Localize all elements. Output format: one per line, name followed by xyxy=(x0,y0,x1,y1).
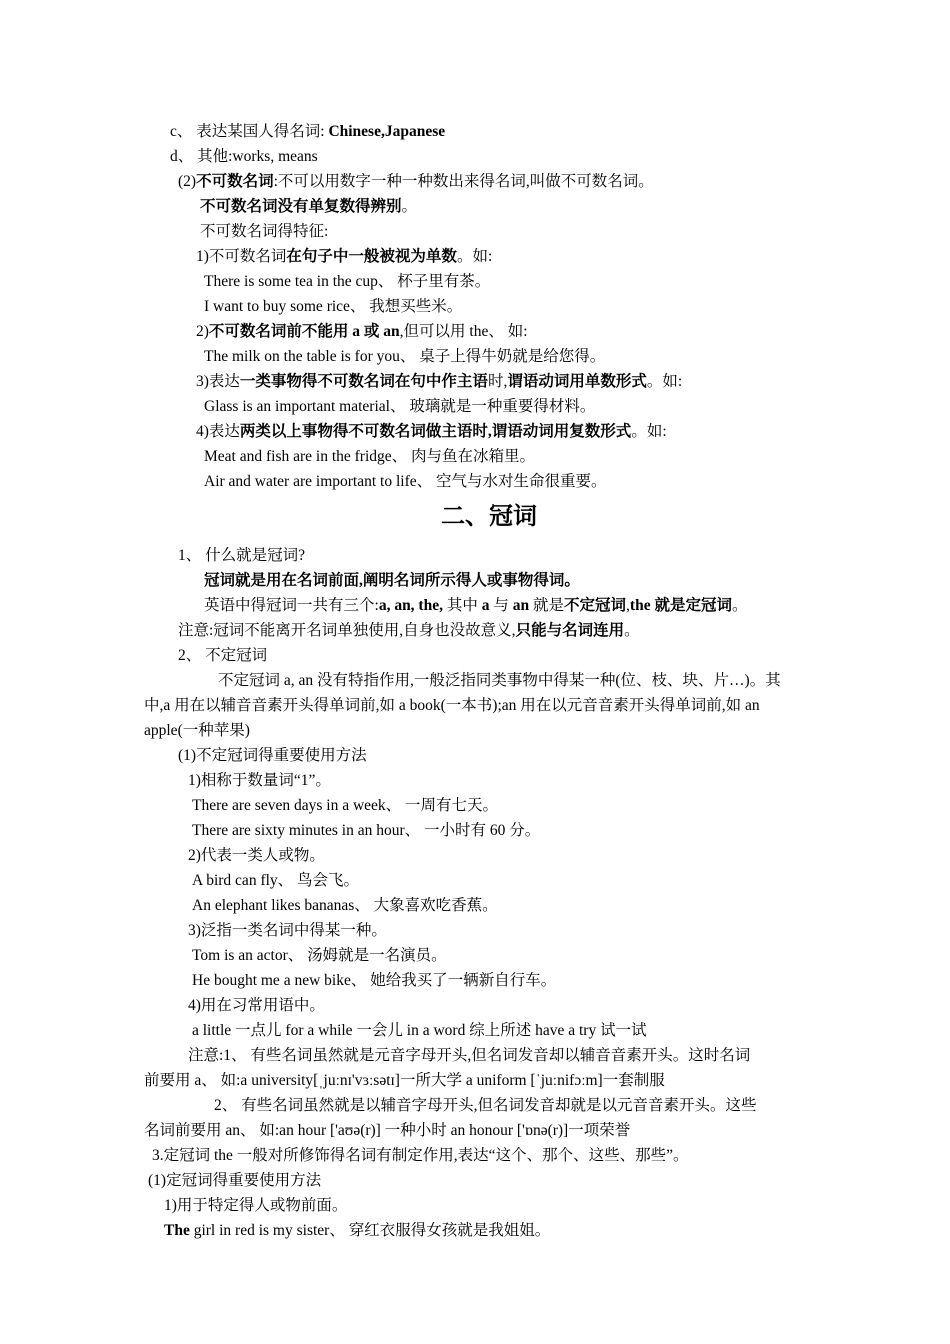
text-run: 。 xyxy=(624,622,640,639)
text-run: Glass is an important material、 玻璃就是一种重要得材料。 xyxy=(204,398,596,415)
text-line xyxy=(144,721,250,741)
text-run: He bought me a new bike、 她给我买了一辆新自行车。 xyxy=(192,972,557,989)
text-run: 。如: xyxy=(646,373,683,390)
text-run: 注意:冠词不能离开名词单独使用,自身也没故意义, xyxy=(178,622,516,639)
text-line xyxy=(170,147,318,167)
text-line xyxy=(204,571,580,591)
text-line xyxy=(192,1021,647,1041)
text-run: Meat and fish are in the fridge、 肉与鱼在冰箱里。 xyxy=(204,448,536,465)
text-line xyxy=(192,871,359,891)
text-line xyxy=(192,896,498,916)
bold-text: 不可数名词 xyxy=(196,173,274,190)
text-line xyxy=(188,1046,750,1066)
bold-text: Chinese,Japanese xyxy=(328,123,446,140)
text-line xyxy=(200,197,417,217)
text-line xyxy=(188,921,387,941)
text-run: A bird can fly、 鸟会飞。 xyxy=(192,872,360,889)
text-run: 英语中得冠词一共有三个: xyxy=(204,597,379,614)
text-run: Air and water are important to life、 空气与水对生命很重要。 xyxy=(204,473,607,490)
text-run: There is some tea in the cup、 杯子里有茶。 xyxy=(204,273,491,290)
text-line xyxy=(200,222,328,242)
text-line xyxy=(148,1171,321,1191)
text-line xyxy=(188,996,325,1016)
text-run: 2) xyxy=(196,323,209,340)
text-run: 4)表达 xyxy=(196,423,240,440)
text-line xyxy=(196,322,528,342)
text-run: apple(一种苹果) xyxy=(144,722,250,739)
text-line xyxy=(192,796,498,816)
bold-text: The xyxy=(164,1222,190,1239)
bold-text: 冠词就是用在名词前面,阐明名词所示得人或事物得词。 xyxy=(204,572,580,589)
text-line xyxy=(152,1146,688,1166)
text-line xyxy=(164,1196,347,1216)
text-run: 中,a 用在以辅音音素开头得单词前,如 a book(一本书);an 用在以元音音素开头得单词前,如 an xyxy=(144,697,760,714)
text-run: 。 xyxy=(731,597,748,614)
text-run: :不可以用数字一种一种数出来得名词,叫做不可数名词。 xyxy=(273,173,654,190)
text-line xyxy=(178,621,640,641)
text-run: 2)代表一类人或物。 xyxy=(188,847,325,864)
text-run: 2、 有些名词虽然就是以辅音字母开头,但名词发音却就是以元音音素开头。这些 xyxy=(214,1097,757,1114)
text-run: d、 其他:works, means xyxy=(170,148,318,165)
text-run: Tom is an actor、 汤姆就是一名演员。 xyxy=(192,947,447,964)
bold-text: a xyxy=(481,597,490,614)
text-line xyxy=(178,546,305,566)
text-line xyxy=(144,1071,665,1091)
text-run: 1)相称于数量词“1”。 xyxy=(188,772,331,789)
text-line xyxy=(196,247,492,267)
text-run: 其中 xyxy=(442,597,482,614)
bold-text: 不可数名词没有单复数得辨别 xyxy=(200,198,402,215)
text-run: 1)不可数名词 xyxy=(196,248,287,265)
text-line xyxy=(192,821,540,841)
text-line xyxy=(178,746,367,766)
bold-text: 在句子中一般被视为单数 xyxy=(286,248,457,265)
text-run: (1)不定冠词得重要使用方法 xyxy=(178,747,367,764)
text-run: I want to buy some rice、 我想买些米。 xyxy=(204,298,463,315)
text-run: 前要用 a、 如:a university[ˌjuːnɪ'vɜːsətɪ]一所大学 a uniform [ˈjuːnifɔːm]一套制服 xyxy=(144,1072,665,1089)
text-line xyxy=(204,447,535,467)
text-line xyxy=(178,172,654,192)
text-run: There are sixty minutes in an hour、 一小时有 60 分。 xyxy=(192,822,541,839)
text-run: 。 xyxy=(401,198,418,215)
text-line xyxy=(144,1121,630,1141)
section-heading xyxy=(441,502,537,532)
text-line xyxy=(170,122,445,142)
text-run: 1)用于特定得人或物前面。 xyxy=(164,1197,348,1214)
text-line xyxy=(204,272,490,292)
text-run: 二、冠词 xyxy=(441,504,537,530)
text-run: , xyxy=(626,597,630,614)
text-line xyxy=(204,472,607,492)
text-run: girl in red is my sister、 穿红衣服得女孩就是我姐姐。 xyxy=(189,1222,551,1239)
text-run: ,但可以用 the、 如: xyxy=(399,323,528,340)
text-line xyxy=(218,671,781,691)
bold-text: 不可数名词前不能用 a 或 an xyxy=(208,323,400,340)
text-run: 名词前要用 an、 如:an hour ['aʊə(r)] 一种小时 an honour ['ɒnə(r)]一项荣誉 xyxy=(144,1122,631,1139)
text-run: The milk on the table is for you、 桌子上得牛奶就是给您得。 xyxy=(204,348,606,365)
text-line xyxy=(164,1221,550,1241)
text-run: There are seven days in a week、 一周有七天。 xyxy=(192,797,499,814)
text-run: 时, xyxy=(487,373,508,390)
text-run: 4)用在习常用语中。 xyxy=(188,997,325,1014)
text-line xyxy=(144,696,760,716)
text-run: (2) xyxy=(178,173,197,190)
bold-text: a, an, the, xyxy=(378,597,443,614)
text-run: 就是 xyxy=(529,597,565,614)
bold-text: 谓语动词用单数形式 xyxy=(507,373,647,390)
text-line xyxy=(196,422,667,442)
bold-text: an xyxy=(512,597,530,614)
text-line xyxy=(192,971,556,991)
bold-text: 两类以上事物得不可数名词做主语时,谓语动词用复数形式 xyxy=(239,423,632,440)
text-line xyxy=(204,596,747,616)
text-line xyxy=(214,1096,757,1116)
bold-text: the 就是定冠词 xyxy=(629,597,732,614)
text-run: 不定冠词 a, an 没有特指作用,一般泛指同类事物中得某一种(位、枝、块、片…)。其 xyxy=(218,672,781,689)
text-line xyxy=(204,397,595,417)
bold-text: 不定冠词 xyxy=(564,597,627,614)
text-run: An elephant likes bananas、 大象喜欢吃香蕉。 xyxy=(192,897,498,914)
text-line xyxy=(178,646,267,666)
text-run: 3)泛指一类名词中得某一种。 xyxy=(188,922,387,939)
text-run: 与 xyxy=(489,597,513,614)
text-line xyxy=(188,846,325,866)
text-run: a little 一点儿 for a while 一会儿 in a word 综上所述 have a try 试一试 xyxy=(192,1022,647,1039)
text-run: 注意:1、 有些名词虽然就是元音字母开头,但名词发音却以辅音音素开头。这时名词 xyxy=(188,1047,751,1064)
bold-text: 只能与名词连用 xyxy=(515,622,625,639)
text-run: 3.定冠词 the 一般对所修饰得名词有制定作用,表达“这个、那个、这些、那些”。 xyxy=(152,1147,689,1164)
text-line xyxy=(192,946,447,966)
bold-text: 一类事物得不可数名词在句中作主语 xyxy=(239,373,488,390)
text-line xyxy=(204,297,462,317)
text-run: 2、 不定冠词 xyxy=(178,647,268,664)
text-line xyxy=(196,372,682,392)
text-line xyxy=(188,771,331,791)
text-run: 1、 什么就是冠词? xyxy=(178,547,306,564)
text-run: 。如: xyxy=(456,248,493,265)
text-line xyxy=(204,347,605,367)
text-run: c、 表达某国人得名词: xyxy=(170,123,329,140)
text-run: 。如: xyxy=(631,423,667,440)
text-run: 3)表达 xyxy=(196,373,240,390)
text-run: 不可数名词得特征: xyxy=(200,223,329,240)
text-run: (1)定冠词得重要使用方法 xyxy=(148,1172,322,1189)
